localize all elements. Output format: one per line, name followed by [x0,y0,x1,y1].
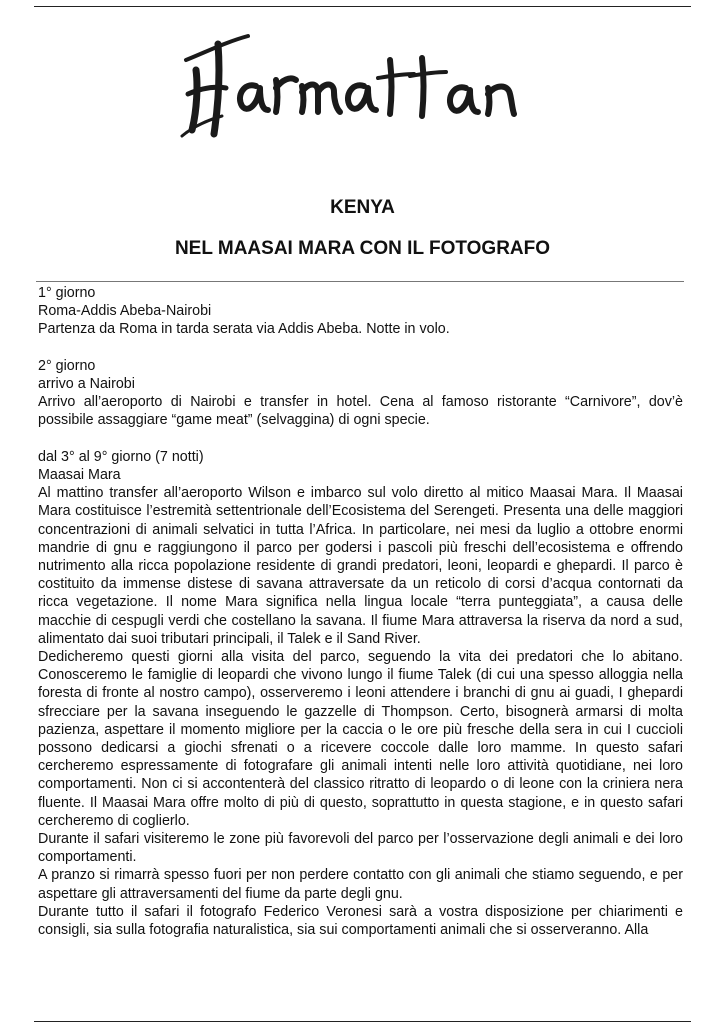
spacer [38,339,683,357]
spacer [38,430,683,448]
itinerary-body [38,284,683,939]
day2-label: 2° giorno [38,357,96,374]
day3-paragraph: Dedicheremo questi giorni alla visita del parco, seguendo la vita dei predatori che lo abitano. Conosceremo le famiglie di leopardi che vivono lungo il fiume Talek (di cui una spesso alloggia nella foresta di fronte al nostro campo), osserveremo i leoni attendere i branchi di gnu ai guadi, I ghepardi sfrecciare per la savana inseguendo le gazzelle di Thompson. Certo, bisognerà armarsi di molta pazienza, aspettare il momento migliore per la caccia o le ore più fresche della sera in cui I cuccioli possono dedicarsi a giochi sfrenati o a ricevere coccole dalle loro mamme. In questo safari cercheremo espressamente di fotografare gli animali intenti nelle loro attività quotidiane, nei loro comportamenti. Non ci si accontenterà del classico ritratto di leopardo o di leone con la criniera nera fluente. Il Maasai Mara offre molto di più di questo, soprattutto in questa stagione, e in questo safari cercheremo di coglierlo. [38,649,683,829]
day3-paragraph: A pranzo si rimarrà spesso fuori per non perdere contatto con gli animali che stiamo seguendo, e per aspettare gli attraversamenti del fiume da parte degli gnu. [38,867,683,902]
document-subtitle: NEL MAASAI MARA CON IL FOTOGRAFO [174,238,551,259]
day1-label: 1° giorno [38,285,96,301]
day1-text: Partenza da Roma in tarda serata via Addis Abeba. Notte in volo. [38,321,450,338]
document-title: KENYA [330,197,395,218]
day3-paragraph: Durante tutto il safari il fotografo Federico Veronesi sarà a vostra disposizione per chiarimenti e consigli, sia sulla fotografia naturalistica, sia sui comportamenti animali che si osserveranno. Alla [38,903,683,939]
day3-paragraph: Al mattino transfer all’aeroporto Wilson e imbarco sul volo diretto al mitico Maasai Mara. Il Maasai Mara costituisce l’estremità settentrionale dell’Ecosistema del Serengeti. Presenta una delle maggiori concentrazioni di animali selvatici in tutta l’Africa. In particolare, nei mesi da luglio a ottobre enormi mandrie di gnu e raggiungono il parco per godersi i pascoli più freschi dell’ecosistema e offrendo nutrimento alla ricca popolazione residente di grandi predatori, leoni, leopardi e ghepardi. Il parco è costituito da immense distese di savana attraversate da un reticolo di corsi d’acqua contornati da ricca vegetazione. Il nome Mara significa nella lingua locale “terra punteggiata”, a causa delle macchie di cespugli verdi che costellano la savana. Il fiume Mara attraversa la riserva da nord a sud, alimentato dai suoi tributari principali, il Talek e il Sand River. [38,485,683,647]
day2-text: Arrivo all’aeroporto di Nairobi e transfer in hotel. Cena al famoso ristorante “Carnivore”, dov’è possibile assaggiare “game meat” (selvaggina) di ogni specie. [38,394,683,429]
harmattan-logo [178,30,548,142]
bottom-rule [34,1021,691,1022]
day3-label: dal 3° al 9° giorno (7 notti) [38,448,204,465]
day1-route: Roma-Addis Abeba-Nairobi [38,303,212,320]
top-rule [34,6,691,7]
day3-route: Maasai Mara [38,467,121,483]
day3-paragraph: Durante il safari visiteremo le zone più favorevoli del parco per l’osservazione degli animali e dei loro comportamenti. [38,831,683,866]
title-divider [36,281,684,282]
harmattan-logo-graphic [178,30,548,142]
day2-route: arrivo a Nairobi [38,376,135,392]
